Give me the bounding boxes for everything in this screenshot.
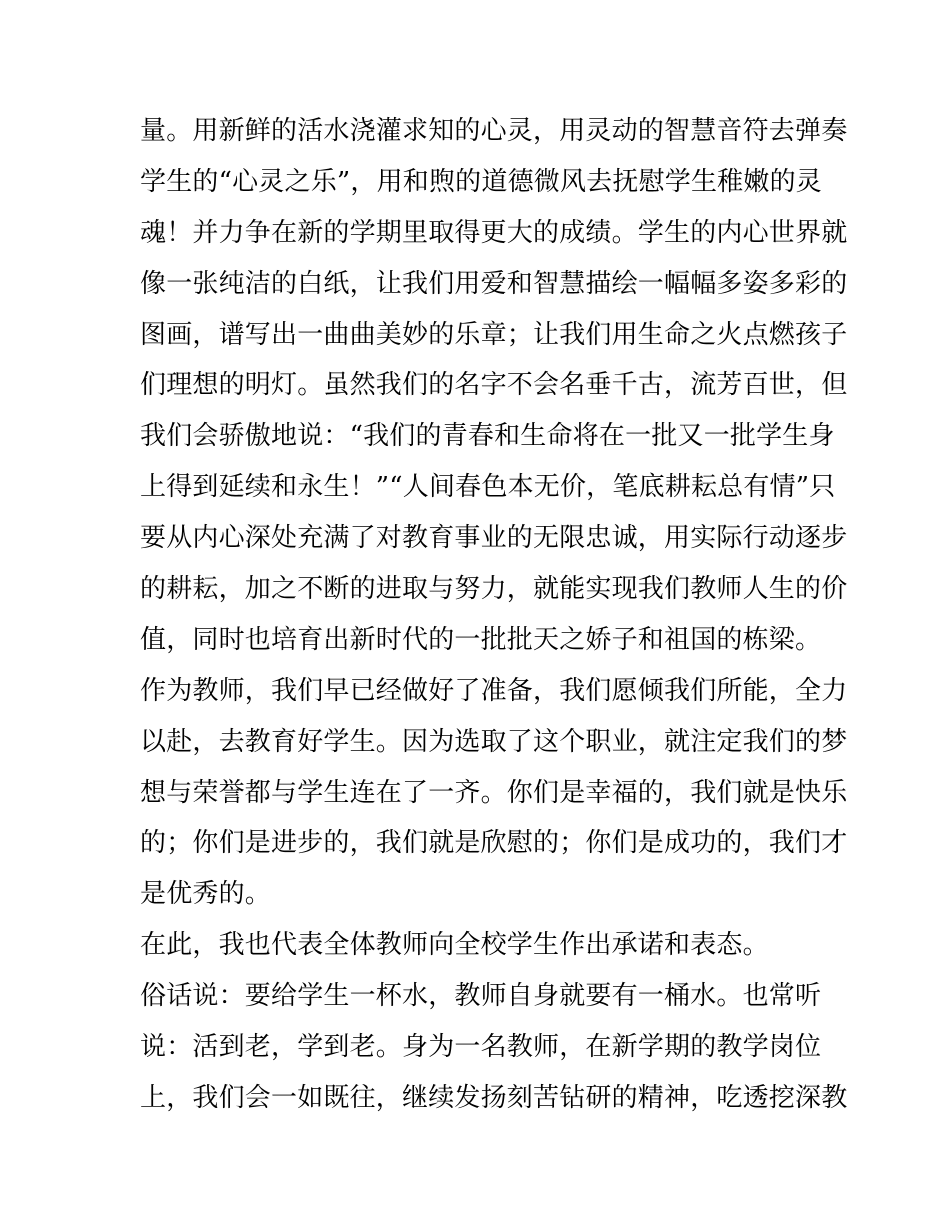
- text-line: 想与荣誉都与学生连在了一齐。你们是幸福的，我们就是快乐: [140, 777, 848, 808]
- body-text: [140, 106, 848, 1124]
- text-line: 上，我们会一如既往，继续发扬刻苦钻研的精神，吃透挖深教: [140, 1082, 848, 1113]
- text-line: 上得到延续和永生！”“人间春色本无价，笔底耕耘总有情”只: [140, 472, 836, 503]
- text-line: 的；你们是进步的，我们就是欣慰的；你们是成功的，我们才: [140, 828, 848, 859]
- text-line: 说：活到老，学到老。身为一名教师，在新学期的教学岗位: [140, 1032, 822, 1063]
- text-line: 要从内心深处充满了对教育事业的无限忠诚，用实际行动逐步: [140, 523, 848, 554]
- text-line: 们理想的明灯。虽然我们的名字不会名垂千古，流芳百世，但: [140, 370, 848, 401]
- text-line: 是优秀的。: [140, 879, 272, 910]
- text-line: 魂！并力争在新的学期里取得更大的成绩。学生的内心世界就: [140, 217, 848, 248]
- text-line: 作为教师，我们早已经做好了准备，我们愿倾我们所能，全力: [140, 675, 848, 706]
- text-line: 在此，我也代表全体教师向全校学生作出承诺和表态。: [140, 930, 769, 961]
- text-line: 值，同时也培育出新时代的一批批天之娇子和祖国的栋梁。: [140, 624, 822, 655]
- text-line: 学生的“心灵之乐”，用和煦的道德微风去抚慰学生稚嫩的灵: [140, 166, 822, 197]
- text-line: 量。用新鲜的活水浇灌求知的心灵，用灵动的智慧音符去弹奏: [140, 116, 848, 146]
- text-line: 俗话说：要给学生一杯水，教师自身就要有一桶水。也常听: [140, 981, 822, 1012]
- text-line: 以赴，去教育好学生。因为选取了这个职业，就注定我们的梦: [140, 726, 848, 757]
- text-line: 的耕耘，加之不断的进取与努力，就能实现我们教师人生的价: [140, 574, 848, 605]
- text-line: 我们会骄傲地说：“我们的青春和生命将在一批又一批学生身: [140, 421, 835, 452]
- text-line: 图画，谱写出一曲曲美妙的乐章；让我们用生命之火点燃孩子: [140, 319, 848, 350]
- text-line: 像一张纯洁的白纸，让我们用爱和智慧描绘一幅幅多姿多彩的: [140, 268, 848, 299]
